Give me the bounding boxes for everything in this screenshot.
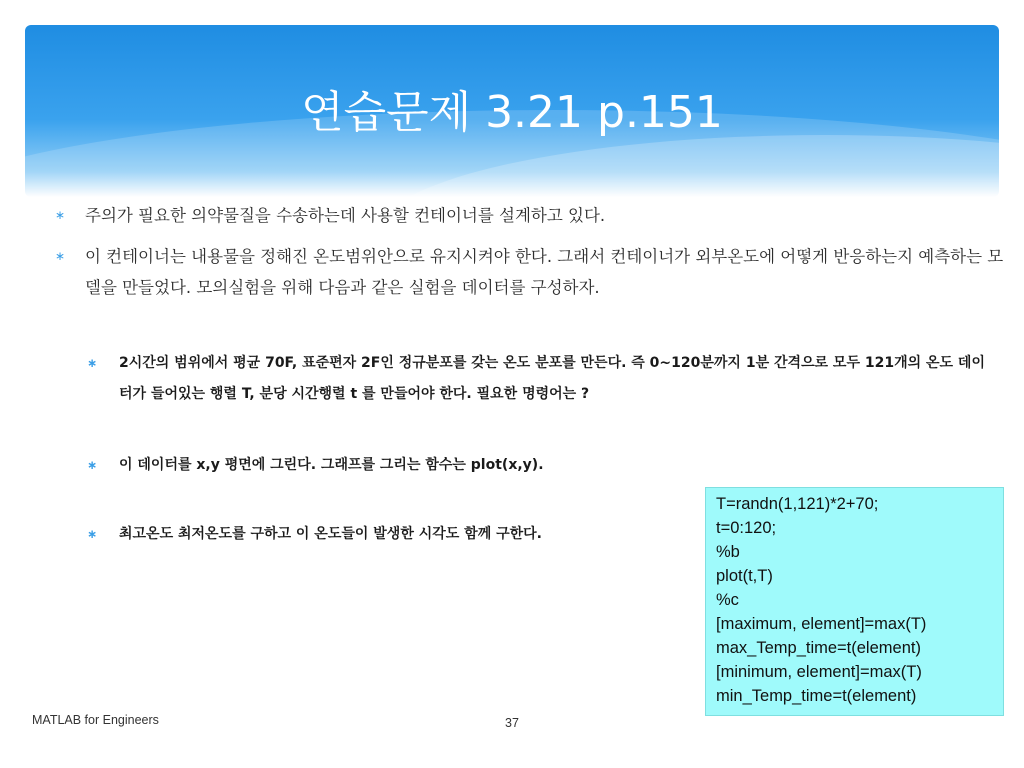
bullet-icon: ∗: [55, 249, 66, 263]
code-line: T=randn(1,121)*2+70;: [716, 495, 879, 513]
sub-bullet-item: [87, 519, 667, 550]
sub-bullet-item: [87, 348, 992, 410]
sub-bullet-text: 이 데이터를 x,y 평면에 그린다. 그래프를 그리는 함수는 plot(x,y).: [119, 457, 544, 473]
footer-course-name: MATLAB for Engineers: [32, 713, 159, 727]
page-number: 37: [505, 716, 519, 730]
code-line: t=0:120;: [716, 519, 777, 537]
code-line: [minimum, element]=max(T): [716, 663, 922, 681]
bullet-text: 주의가 필요한 의약물질을 수송하는데 사용할 컨테이너를 설계하고 있다.: [85, 206, 606, 225]
slide-title: 연습문제 3.21 p.151: [301, 87, 723, 138]
code-line: [maximum, element]=max(T): [716, 615, 927, 633]
code-line: plot(t,T): [716, 567, 773, 585]
bullet-icon: ∗: [87, 356, 98, 370]
bullet-text: 이 컨테이너는 내용물을 정해진 온도범위안으로 유지시켜야 한다. 그래서 컨테이너가 외부온도에 어떻게 반응하는지 예측하는 모델을 만들었다. 모의실험을 위해 다음과 같은 실험을 데이터를 구성하자.: [85, 247, 1004, 297]
bullet-icon: ∗: [87, 527, 98, 541]
sub-bullet-text: 2시간의 범위에서 평균 70F, 표준편자 2F인 정규분포를 갖는 온도 분포를 만든다. 즉 0~120분까지 1분 간격으로 모두 121개의 온도 데이터가 들어있는 행렬 T, 분당 시간행렬 t 를 만들어야 한다. 필요한 명령어는 ?: [119, 355, 985, 402]
bullet-icon: ∗: [55, 208, 66, 222]
code-line: %c: [716, 591, 739, 609]
code-line: max_Temp_time=t(element): [716, 639, 921, 657]
bullet-item: [55, 241, 1005, 303]
bullet-icon: ∗: [87, 458, 98, 472]
sub-bullet-item: [87, 450, 992, 481]
code-line: %b: [716, 543, 740, 561]
bullet-item: [55, 200, 1005, 231]
sub-bullet-text: 최고온도 최저온도를 구하고 이 온도들이 발생한 시각도 함께 구한다.: [119, 526, 542, 542]
code-line: min_Temp_time=t(element): [716, 687, 917, 705]
code-box: [705, 487, 1004, 716]
